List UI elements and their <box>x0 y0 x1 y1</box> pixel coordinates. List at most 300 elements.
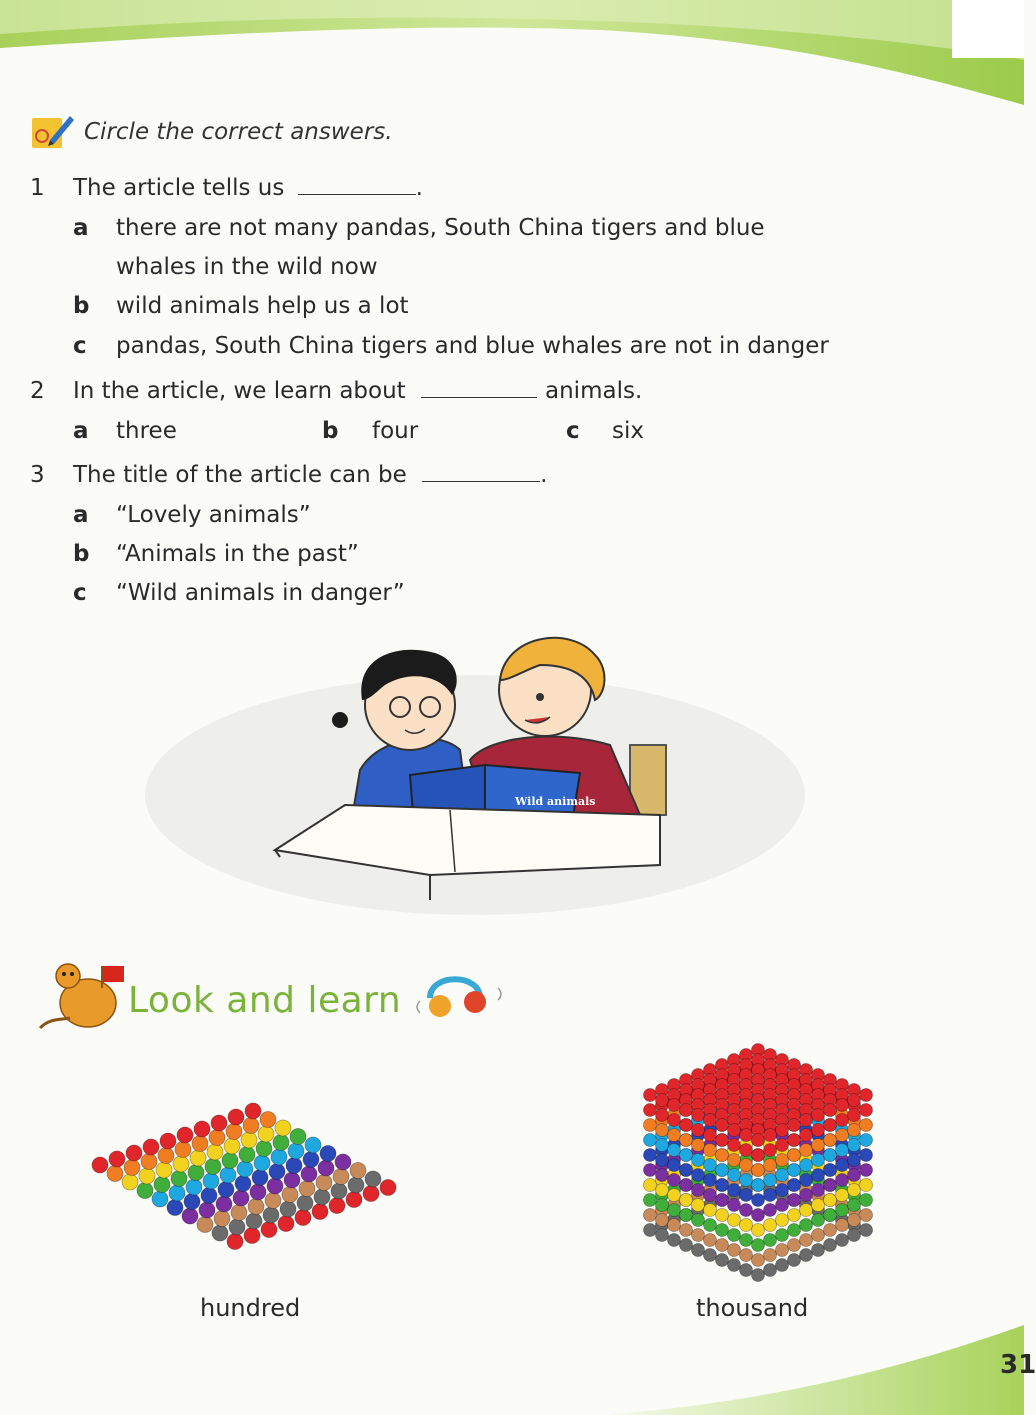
bead <box>704 1144 717 1157</box>
bead <box>212 1225 228 1241</box>
bead <box>716 1194 729 1207</box>
bead <box>668 1234 681 1247</box>
bead <box>836 1099 849 1112</box>
bead <box>728 1139 741 1152</box>
option-letter[interactable]: c <box>73 580 87 606</box>
option-letter[interactable]: b <box>73 541 90 567</box>
bead <box>348 1177 364 1193</box>
bead <box>752 1224 765 1237</box>
option-text[interactable]: there are not many pandas, South China tigers and blue <box>116 215 765 241</box>
bead <box>171 1171 187 1187</box>
answer-blank[interactable] <box>421 379 537 398</box>
bead <box>860 1224 873 1237</box>
bead <box>226 1124 242 1140</box>
bead <box>211 1115 227 1131</box>
instruction-row <box>30 112 393 152</box>
section-title: Look and learn <box>128 980 402 1021</box>
bead <box>848 1109 861 1122</box>
instruction-text: Circle the correct answers. <box>84 119 393 145</box>
page-number: 31 <box>1000 1350 1036 1380</box>
bead <box>788 1179 801 1192</box>
bead <box>704 1189 717 1202</box>
bead <box>836 1234 849 1247</box>
bead <box>222 1153 238 1169</box>
question-3 <box>0 460 1000 615</box>
bead <box>220 1167 236 1183</box>
bead <box>260 1112 276 1128</box>
bead <box>776 1259 789 1272</box>
bead <box>836 1129 849 1142</box>
option-text[interactable]: wild animals help us a lot <box>116 293 409 319</box>
bead <box>860 1104 873 1117</box>
bead <box>318 1160 334 1176</box>
bead <box>728 1124 741 1137</box>
bead <box>764 1189 777 1202</box>
bead <box>704 1204 717 1217</box>
bead <box>194 1121 210 1137</box>
option-letter[interactable]: b <box>73 293 90 319</box>
bead <box>704 1159 717 1172</box>
bead <box>295 1210 311 1226</box>
bead <box>740 1249 753 1262</box>
bead <box>288 1143 304 1159</box>
bead <box>824 1104 837 1117</box>
bead <box>235 1176 251 1192</box>
bead <box>728 1154 741 1167</box>
bead <box>175 1142 191 1158</box>
bead <box>860 1194 873 1207</box>
option-text[interactable]: “Wild animals in danger” <box>116 580 405 606</box>
bead <box>812 1169 825 1182</box>
bead <box>203 1173 219 1189</box>
bead <box>764 1234 777 1247</box>
option-letter[interactable]: a <box>73 418 89 444</box>
bead <box>824 1134 837 1147</box>
bottom-green-band <box>604 1325 1036 1415</box>
bead <box>704 1234 717 1247</box>
vocab-thousand-label: thousand <box>696 1294 809 1322</box>
option-text[interactable]: “Lovely animals” <box>116 502 311 528</box>
bead <box>848 1139 861 1152</box>
bead <box>192 1136 208 1152</box>
bead <box>107 1166 123 1182</box>
bead <box>788 1119 801 1132</box>
bead <box>740 1264 753 1277</box>
bead <box>740 1129 753 1142</box>
vocab-hundred-label: hundred <box>200 1294 301 1322</box>
bead <box>812 1139 825 1152</box>
bead <box>752 1254 765 1267</box>
option-text[interactable]: six <box>612 418 644 444</box>
bead <box>812 1229 825 1242</box>
bead <box>812 1154 825 1167</box>
bead <box>261 1222 277 1238</box>
question-2 <box>0 376 1000 451</box>
bead <box>122 1174 138 1190</box>
bead <box>716 1179 729 1192</box>
bead <box>188 1165 204 1181</box>
bead <box>716 1164 729 1177</box>
bead <box>728 1199 741 1212</box>
bead <box>644 1134 657 1147</box>
bead <box>656 1139 669 1152</box>
question-text: The article tells us <box>73 175 285 201</box>
book-title: Wild animals <box>515 795 596 808</box>
bead <box>231 1205 247 1221</box>
bead <box>303 1152 319 1168</box>
bead <box>812 1244 825 1257</box>
bead <box>704 1114 717 1127</box>
bead <box>158 1148 174 1164</box>
bead <box>692 1229 705 1242</box>
bead <box>282 1187 298 1203</box>
bead <box>764 1174 777 1187</box>
bead <box>776 1124 789 1137</box>
option-text[interactable]: four <box>372 418 419 444</box>
bead <box>656 1109 669 1122</box>
bead <box>680 1194 693 1207</box>
bead <box>143 1139 159 1155</box>
bead <box>184 1194 200 1210</box>
bead <box>704 1129 717 1142</box>
bead <box>644 1194 657 1207</box>
bead <box>800 1159 813 1172</box>
bead <box>692 1139 705 1152</box>
bead <box>812 1124 825 1137</box>
bead <box>704 1219 717 1232</box>
bead <box>860 1179 873 1192</box>
bead <box>228 1109 244 1125</box>
question-end: animals. <box>545 378 643 404</box>
bead <box>644 1119 657 1132</box>
bead <box>752 1134 765 1147</box>
answer-blank[interactable] <box>298 176 416 195</box>
option-text-continued[interactable]: whales in the wild now <box>116 254 378 280</box>
bead <box>275 1120 291 1136</box>
bead <box>126 1145 142 1161</box>
children-reading-illustration <box>140 625 840 925</box>
bead <box>776 1229 789 1242</box>
bead <box>269 1164 285 1180</box>
bead <box>692 1244 705 1257</box>
bead <box>207 1144 223 1160</box>
bead <box>716 1149 729 1162</box>
bead <box>824 1179 837 1192</box>
bead <box>299 1181 315 1197</box>
bead <box>335 1154 351 1170</box>
bead <box>137 1183 153 1199</box>
bead <box>250 1184 266 1200</box>
bead <box>243 1118 259 1134</box>
option-text[interactable]: three <box>116 418 177 444</box>
bead <box>680 1179 693 1192</box>
bead <box>668 1219 681 1232</box>
bead <box>244 1228 260 1244</box>
option-text[interactable]: “Animals in the past” <box>116 541 359 567</box>
top-green-band <box>0 0 1024 110</box>
question-text: In the article, we learn about <box>73 378 406 404</box>
bead <box>241 1132 257 1148</box>
bead <box>680 1239 693 1252</box>
bead <box>728 1214 741 1227</box>
bead <box>314 1189 330 1205</box>
bead <box>254 1155 270 1171</box>
bead <box>245 1103 261 1119</box>
bead <box>286 1158 302 1174</box>
bead <box>644 1164 657 1177</box>
option-text[interactable]: pandas, South China tigers and blue whales are not in danger <box>116 333 829 359</box>
bead <box>752 1194 765 1207</box>
bead <box>680 1209 693 1222</box>
bead <box>92 1157 108 1173</box>
bead <box>764 1204 777 1217</box>
bead <box>173 1156 189 1172</box>
bead <box>752 1209 765 1222</box>
bead <box>848 1184 861 1197</box>
bead <box>836 1174 849 1187</box>
cat-mascot-icon <box>40 964 124 1028</box>
bead <box>246 1213 262 1229</box>
bead <box>716 1209 729 1222</box>
bead <box>152 1191 168 1207</box>
bead <box>836 1189 849 1202</box>
bead <box>229 1219 245 1235</box>
bead <box>227 1234 243 1250</box>
bead <box>218 1182 234 1198</box>
bead <box>305 1137 321 1153</box>
bead <box>776 1214 789 1227</box>
bead <box>848 1124 861 1137</box>
bead <box>644 1209 657 1222</box>
bead <box>752 1149 765 1162</box>
corner-blank <box>952 0 1024 58</box>
bead <box>824 1119 837 1132</box>
thousand-beads-image <box>630 1030 905 1280</box>
bead <box>740 1189 753 1202</box>
bead <box>346 1192 362 1208</box>
bead <box>824 1149 837 1162</box>
bead <box>201 1188 217 1204</box>
bead <box>692 1154 705 1167</box>
bead <box>258 1126 274 1142</box>
bead <box>776 1154 789 1167</box>
bead <box>316 1175 332 1191</box>
bead <box>848 1229 861 1242</box>
bead <box>692 1199 705 1212</box>
bead <box>776 1199 789 1212</box>
bead <box>776 1184 789 1197</box>
bead <box>800 1129 813 1142</box>
option-letter[interactable]: b <box>322 418 339 444</box>
bead <box>764 1249 777 1262</box>
question-end: . <box>415 175 423 201</box>
bead <box>788 1254 801 1267</box>
bead <box>380 1180 396 1196</box>
bead <box>752 1239 765 1252</box>
question-text: The title of the article can be <box>73 462 407 488</box>
bead <box>680 1104 693 1117</box>
bead <box>800 1114 813 1127</box>
bead <box>728 1259 741 1272</box>
bead <box>788 1224 801 1237</box>
bead <box>668 1144 681 1157</box>
bead <box>692 1124 705 1137</box>
question-number: 2 <box>30 378 45 404</box>
bead <box>776 1139 789 1152</box>
bead <box>209 1130 225 1146</box>
bead <box>668 1099 681 1112</box>
bead <box>239 1147 255 1163</box>
bead <box>704 1249 717 1262</box>
bead <box>824 1194 837 1207</box>
bead <box>692 1214 705 1227</box>
bead <box>740 1174 753 1187</box>
bead <box>169 1185 185 1201</box>
bead <box>788 1149 801 1162</box>
bead <box>256 1141 272 1157</box>
bead <box>365 1171 381 1187</box>
bead <box>716 1119 729 1132</box>
bead <box>644 1224 657 1237</box>
bead <box>836 1204 849 1217</box>
bead <box>860 1149 873 1162</box>
bead <box>668 1174 681 1187</box>
bead <box>680 1134 693 1147</box>
bead <box>728 1229 741 1242</box>
bead <box>644 1104 657 1117</box>
bead <box>329 1198 345 1214</box>
bead <box>333 1169 349 1185</box>
bead <box>800 1189 813 1202</box>
bead <box>764 1129 777 1142</box>
bead <box>668 1129 681 1142</box>
bead <box>668 1114 681 1127</box>
bead <box>271 1149 287 1165</box>
bead <box>860 1134 873 1147</box>
bead <box>836 1159 849 1172</box>
bead <box>186 1179 202 1195</box>
bead <box>284 1172 300 1188</box>
bead <box>199 1202 215 1218</box>
bead <box>205 1159 221 1175</box>
bead <box>297 1195 313 1211</box>
bead <box>248 1199 264 1215</box>
bead <box>267 1178 283 1194</box>
bead <box>848 1214 861 1227</box>
bead <box>740 1219 753 1232</box>
bead <box>860 1209 873 1222</box>
bead <box>656 1184 669 1197</box>
bead <box>109 1151 125 1167</box>
bead <box>182 1208 198 1224</box>
bead <box>216 1196 232 1212</box>
bead <box>331 1183 347 1199</box>
option-letter[interactable]: c <box>73 333 87 359</box>
bead <box>836 1219 849 1232</box>
bead <box>692 1109 705 1122</box>
bead <box>800 1204 813 1217</box>
bead <box>740 1204 753 1217</box>
bead <box>190 1150 206 1166</box>
bead <box>280 1201 296 1217</box>
bead <box>177 1127 193 1143</box>
hundred-beads-image <box>80 1085 430 1255</box>
bead <box>139 1168 155 1184</box>
option-letter[interactable]: a <box>73 502 89 528</box>
question-end: . <box>540 462 548 488</box>
bead <box>644 1089 657 1102</box>
option-letter[interactable]: a <box>73 215 89 241</box>
bead <box>740 1234 753 1247</box>
bead <box>788 1194 801 1207</box>
bead <box>752 1164 765 1177</box>
bead <box>800 1144 813 1157</box>
bead <box>716 1239 729 1252</box>
bead <box>848 1154 861 1167</box>
question-number: 1 <box>30 175 45 201</box>
bead <box>680 1119 693 1132</box>
bead <box>788 1164 801 1177</box>
bead <box>656 1214 669 1227</box>
bead <box>124 1160 140 1176</box>
bead <box>800 1219 813 1232</box>
bead <box>668 1189 681 1202</box>
bead <box>680 1149 693 1162</box>
bead <box>692 1169 705 1182</box>
bead <box>350 1163 366 1179</box>
bead <box>764 1144 777 1157</box>
bead <box>824 1164 837 1177</box>
bead <box>812 1199 825 1212</box>
bead <box>824 1209 837 1222</box>
bead <box>320 1146 336 1162</box>
bead <box>644 1179 657 1192</box>
bead <box>848 1169 861 1182</box>
bead <box>668 1159 681 1172</box>
bead <box>800 1174 813 1187</box>
bead <box>156 1162 172 1178</box>
bead <box>154 1177 170 1193</box>
bead <box>692 1184 705 1197</box>
bead <box>141 1154 157 1170</box>
bead <box>824 1224 837 1237</box>
bead <box>812 1214 825 1227</box>
bead <box>764 1264 777 1277</box>
bead <box>848 1094 861 1107</box>
pencil-paper-icon <box>30 112 74 152</box>
bead <box>740 1159 753 1172</box>
bead <box>812 1184 825 1197</box>
bead <box>233 1190 249 1206</box>
answer-blank[interactable] <box>422 463 540 482</box>
bead <box>776 1169 789 1182</box>
bead <box>273 1135 289 1151</box>
bead <box>860 1089 873 1102</box>
bead <box>656 1154 669 1167</box>
bead <box>788 1209 801 1222</box>
bead <box>680 1164 693 1177</box>
bead <box>800 1234 813 1247</box>
bead <box>160 1133 176 1149</box>
bead <box>237 1161 253 1177</box>
bead <box>224 1138 240 1154</box>
bead <box>290 1129 306 1145</box>
bead <box>860 1164 873 1177</box>
bead <box>656 1094 669 1107</box>
bead <box>656 1124 669 1137</box>
bead <box>728 1244 741 1257</box>
option-letter[interactable]: c <box>566 418 580 444</box>
